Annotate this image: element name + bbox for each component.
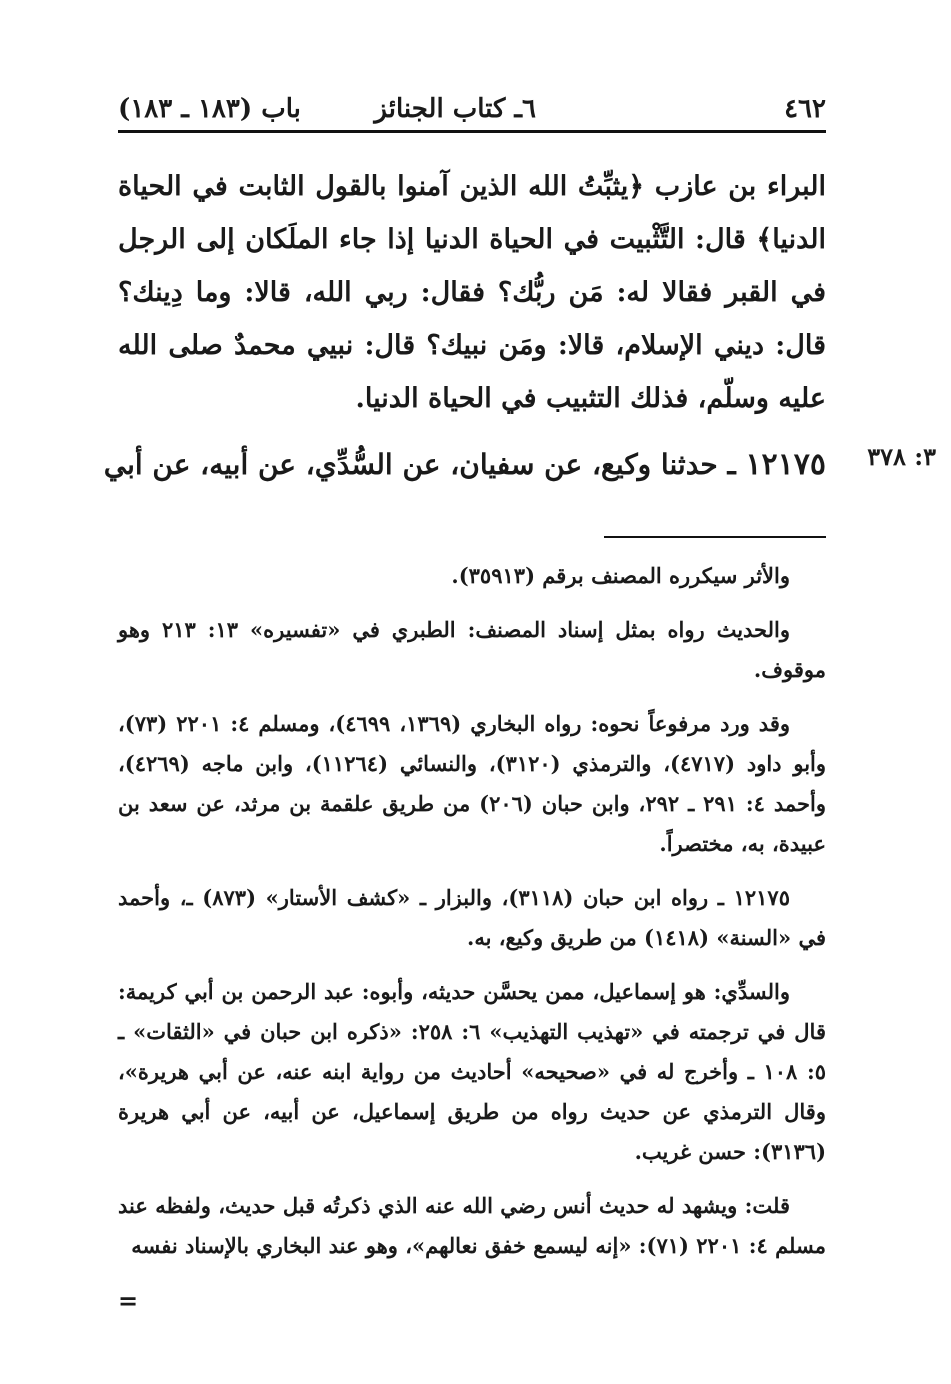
page-header (118, 88, 826, 128)
footnotes (118, 556, 826, 1280)
footnote-paragraph: والأثر سيكرره المصنف برقم (٣٥٩١٣). (451, 563, 790, 588)
footnote-paragraph: والحديث رواه بمثل إسناد المصنف: الطبري في «تفسيره» ١٣: ٢١٣ وهو موقوف. (118, 617, 826, 682)
footnote-divider (604, 536, 826, 538)
continuation-mark: = (118, 1286, 139, 1315)
hadith-text: ـ حدثنا وكيع، عن سفيان، عن السُّدِّي، عن أبيه، عن أبي (103, 448, 736, 481)
footnote-paragraph: قلت: ويشهد له حديث أنس رضي الله عنه الذي ذكرتُه قبل حديث، ولفظه عند مسلم ٤: ٢٢٠١ (٧١): «إنه ليسمع خفق نعالهم»، وهو عند البخاري بالإسناد نفسه (118, 1193, 826, 1258)
footnote-paragraph: وقد ورد مرفوعاً نحوه: رواه البخاري (١٣٦٩، ٤٦٩٩)، ومسلم ٤: ٢٢٠١ (٧٣)، وأبو داود (٤٧١٧)، والترمذي (٣١٢٠)، والنسائي (١١٢٦٤)، وابن ماجه (٤٢٦٩)، وأحمد ٤: ٢٩١ ـ ٢٩٢، وابن حبان (٢٠٦) من طريق علقمة بن مرثد، عن سعد بن عبيدة، به، مختصراً. (118, 711, 827, 856)
main-text (118, 160, 826, 425)
hadith-line (103, 440, 826, 490)
hadith-number: ١٢١٧٥ (745, 447, 826, 482)
footnote-paragraph: والسدِّي: هو إسماعيل، ممن يحسَّن حديثه، وأبوه: عبد الرحمن بن أبي كريمة: قال في ترجمته في «تهذيب التهذيب» ٦: ٢٥٨: «ذكره ابن حبان في «الثقات» ـ ٥: ١٠٨ ـ وأخرج له في «صحيحه» أحاديث من رواية ابنه عنه، عن أبي هريرة»، وقال الترمذي عن حديث رواه من طريق إسماعيل، عن أبيه، عن أبي هريرة (٣١٣٦): حسن غريب. (118, 979, 826, 1164)
margin-reference: ٣: ٣٧٨ (867, 442, 936, 471)
main-paragraph: البراء بن عازب ﴿يثبِّتُ الله الذين آمنوا بالقول الثابت في الحياة الدنيا﴾ قال: التَّثْبيت في الحياة الدنيا إذا جاء الملَكان إلى الرجل في القبر فقالا له: مَن ربُّك؟ فقال: ربي الله، قالا: وما دِينك؟ قال: ديني الإسلام، قالا: ومَن نبيك؟ قال: نبيي محمدٌ صلى الله عليه وسلّم، فذلك التثبيب في الحياة الدنيا. (118, 171, 826, 414)
page-number: ٤٦٢ (784, 94, 826, 124)
header-divider (118, 130, 826, 133)
chapter-title: باب (١٨٣ ـ ١٨٣) (118, 94, 301, 124)
book-title: ٦ـ كتاب الجنائز (374, 94, 536, 124)
footnote-paragraph: ١٢١٧٥ ـ رواه ابن حبان (٣١١٨)، والبزار ـ «كشف الأستار» (٨٧٣) ـ، وأحمد في «السنة» (١٤١٨) من طريق وكيع، به. (118, 885, 826, 950)
